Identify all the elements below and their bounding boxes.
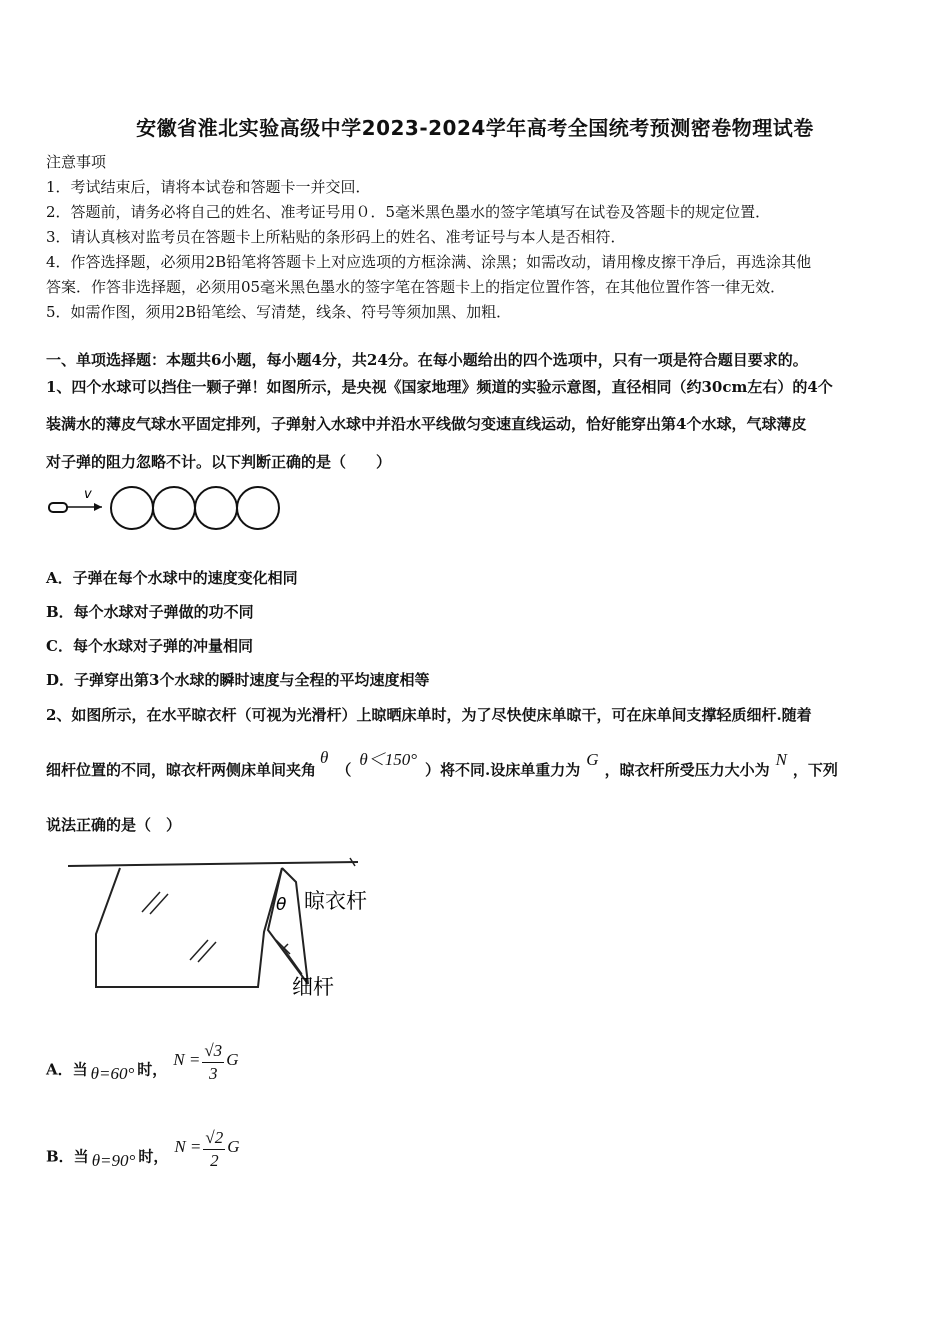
section-heading: 一、单项选择题：本题共6小题，每小题4分，共24分。在每小题给出的四个选项中，只有一项是符合题目要求的。 bbox=[46, 351, 808, 369]
notice-item: 1．考试结束后，请将本试卷和答题卡一并交回． bbox=[46, 178, 371, 196]
q2-stem-line-2 bbox=[46, 748, 838, 780]
q2-text: 细杆位置的不同，晾衣杆两侧床单间夹角 bbox=[46, 761, 317, 779]
formula-fraction bbox=[202, 1040, 224, 1085]
notice-item: 答案．作答非选择题，必须用05毫米黑色墨水的签字笔在答题卡上的指定位置作答，在其他位置作答一律无效． bbox=[46, 278, 786, 296]
q1-option-b: B．每个水球对子弹做的功不同 bbox=[46, 603, 254, 621]
gravity-symbol: G bbox=[586, 750, 599, 769]
q2-stem-line: 说法正确的是（ ） bbox=[46, 816, 182, 834]
q1-stem-line: 对子弹的阻力忽略不计。以下判断正确的是（ ） bbox=[46, 453, 392, 471]
formula-rhs: G bbox=[227, 1136, 240, 1156]
force-symbol: N bbox=[775, 750, 787, 769]
notice-item: 5．如需作图，须用2B铅笔绘、写清楚，线条、符号等须加黑、加粗． bbox=[46, 303, 512, 321]
hatch-mark bbox=[142, 892, 160, 912]
q2-clothesline-figure bbox=[60, 852, 390, 1010]
option-text: 时， bbox=[137, 1060, 168, 1079]
fraction-denominator: 2 bbox=[210, 1151, 219, 1170]
rod-label: 晾衣杆 bbox=[304, 889, 367, 913]
formula-rhs: G bbox=[226, 1049, 239, 1069]
q2-option-a bbox=[46, 1041, 239, 1093]
q1-option-d: D．子弹穿出第3个水球的瞬时速度与全程的平均速度相等 bbox=[46, 671, 430, 689]
q2-text: ，晾衣杆所受压力大小为 bbox=[604, 761, 770, 779]
fraction-denominator: 3 bbox=[209, 1064, 218, 1083]
page-title: 安徽省淮北实验高级中学2023-2024学年高考全国统考预测密卷物理试卷 bbox=[136, 116, 814, 140]
q2-option-b bbox=[46, 1128, 240, 1180]
fraction-numerator: √3 bbox=[202, 1040, 224, 1063]
q1-stem-line: 1、四个水球可以挡住一颗子弹！如图所示，是央视《国家地理》频道的实验示意图，直径相同（约30cm左右）的4个 bbox=[46, 378, 833, 396]
q2-text: （ bbox=[336, 761, 352, 779]
option-condition: θ=90° bbox=[91, 1150, 136, 1170]
option-prefix: A．当 bbox=[46, 1060, 88, 1079]
q1-water-balloons-figure bbox=[44, 482, 289, 534]
arrow-head bbox=[94, 503, 102, 511]
option-condition: θ=60° bbox=[90, 1063, 135, 1083]
fraction-numerator: √2 bbox=[203, 1127, 225, 1150]
theta-symbol: θ bbox=[320, 748, 329, 767]
water-balloon bbox=[153, 487, 195, 529]
hatch-mark bbox=[150, 894, 168, 914]
hatch-mark bbox=[190, 940, 208, 960]
water-balloon bbox=[111, 487, 153, 529]
hatch-mark bbox=[198, 942, 216, 962]
bullet-shape bbox=[49, 503, 67, 512]
option-text: 时， bbox=[138, 1147, 169, 1166]
notice-item: 3．请认真核对监考员在答题卡上所粘贴的条形码上的姓名、准考证号与本人是否相符． bbox=[46, 228, 626, 246]
water-balloon bbox=[237, 487, 279, 529]
bedsheet-left bbox=[96, 868, 282, 987]
formula-fraction bbox=[203, 1127, 225, 1172]
stick-label: 细杆 bbox=[292, 975, 334, 999]
notice-item: 4．作答选择题，必须用2B铅笔将答题卡上对应选项的方框涂满、涂黑；如需改动，请用橡皮擦干净后，再选涂其他 bbox=[46, 253, 812, 271]
formula-lhs: N = bbox=[173, 1049, 201, 1069]
notice-heading: 注意事项 bbox=[46, 153, 107, 171]
q1-option-a: A．子弹在每个水球中的速度变化相同 bbox=[46, 569, 298, 587]
water-balloon bbox=[195, 487, 237, 529]
angle-label: θ bbox=[276, 895, 287, 915]
q2-stem-line: 2、如图所示，在水平晾衣杆（可视为光滑杆）上晾晒床单时，为了尽快使床单晾干，可在床单间支撑轻质细杆.随着 bbox=[46, 706, 812, 724]
q1-stem-line: 装满水的薄皮气球水平固定排列，子弹射入水球中并沿水平线做匀变速直线运动，恰好能穿出第4个水球，气球薄皮 bbox=[46, 415, 807, 433]
notice-item: 2．答题前，请务必将自己的姓名、准考证号用０．5毫米黑色墨水的签字笔填写在试卷及答题卡的规定位置． bbox=[46, 203, 771, 221]
formula-lhs: N = bbox=[174, 1136, 202, 1156]
clothes-rod-line bbox=[68, 862, 358, 866]
q2-text: ）将不同.设床单重力为 bbox=[425, 761, 581, 779]
stick-leader-line bbox=[282, 946, 302, 974]
theta-condition: θ＜150° bbox=[359, 750, 418, 769]
q2-text: ，下列 bbox=[792, 761, 838, 779]
option-prefix: B．当 bbox=[46, 1147, 89, 1166]
q1-option-c: C．每个水球对子弹的冲量相同 bbox=[46, 637, 253, 655]
velocity-label: v bbox=[84, 487, 92, 502]
